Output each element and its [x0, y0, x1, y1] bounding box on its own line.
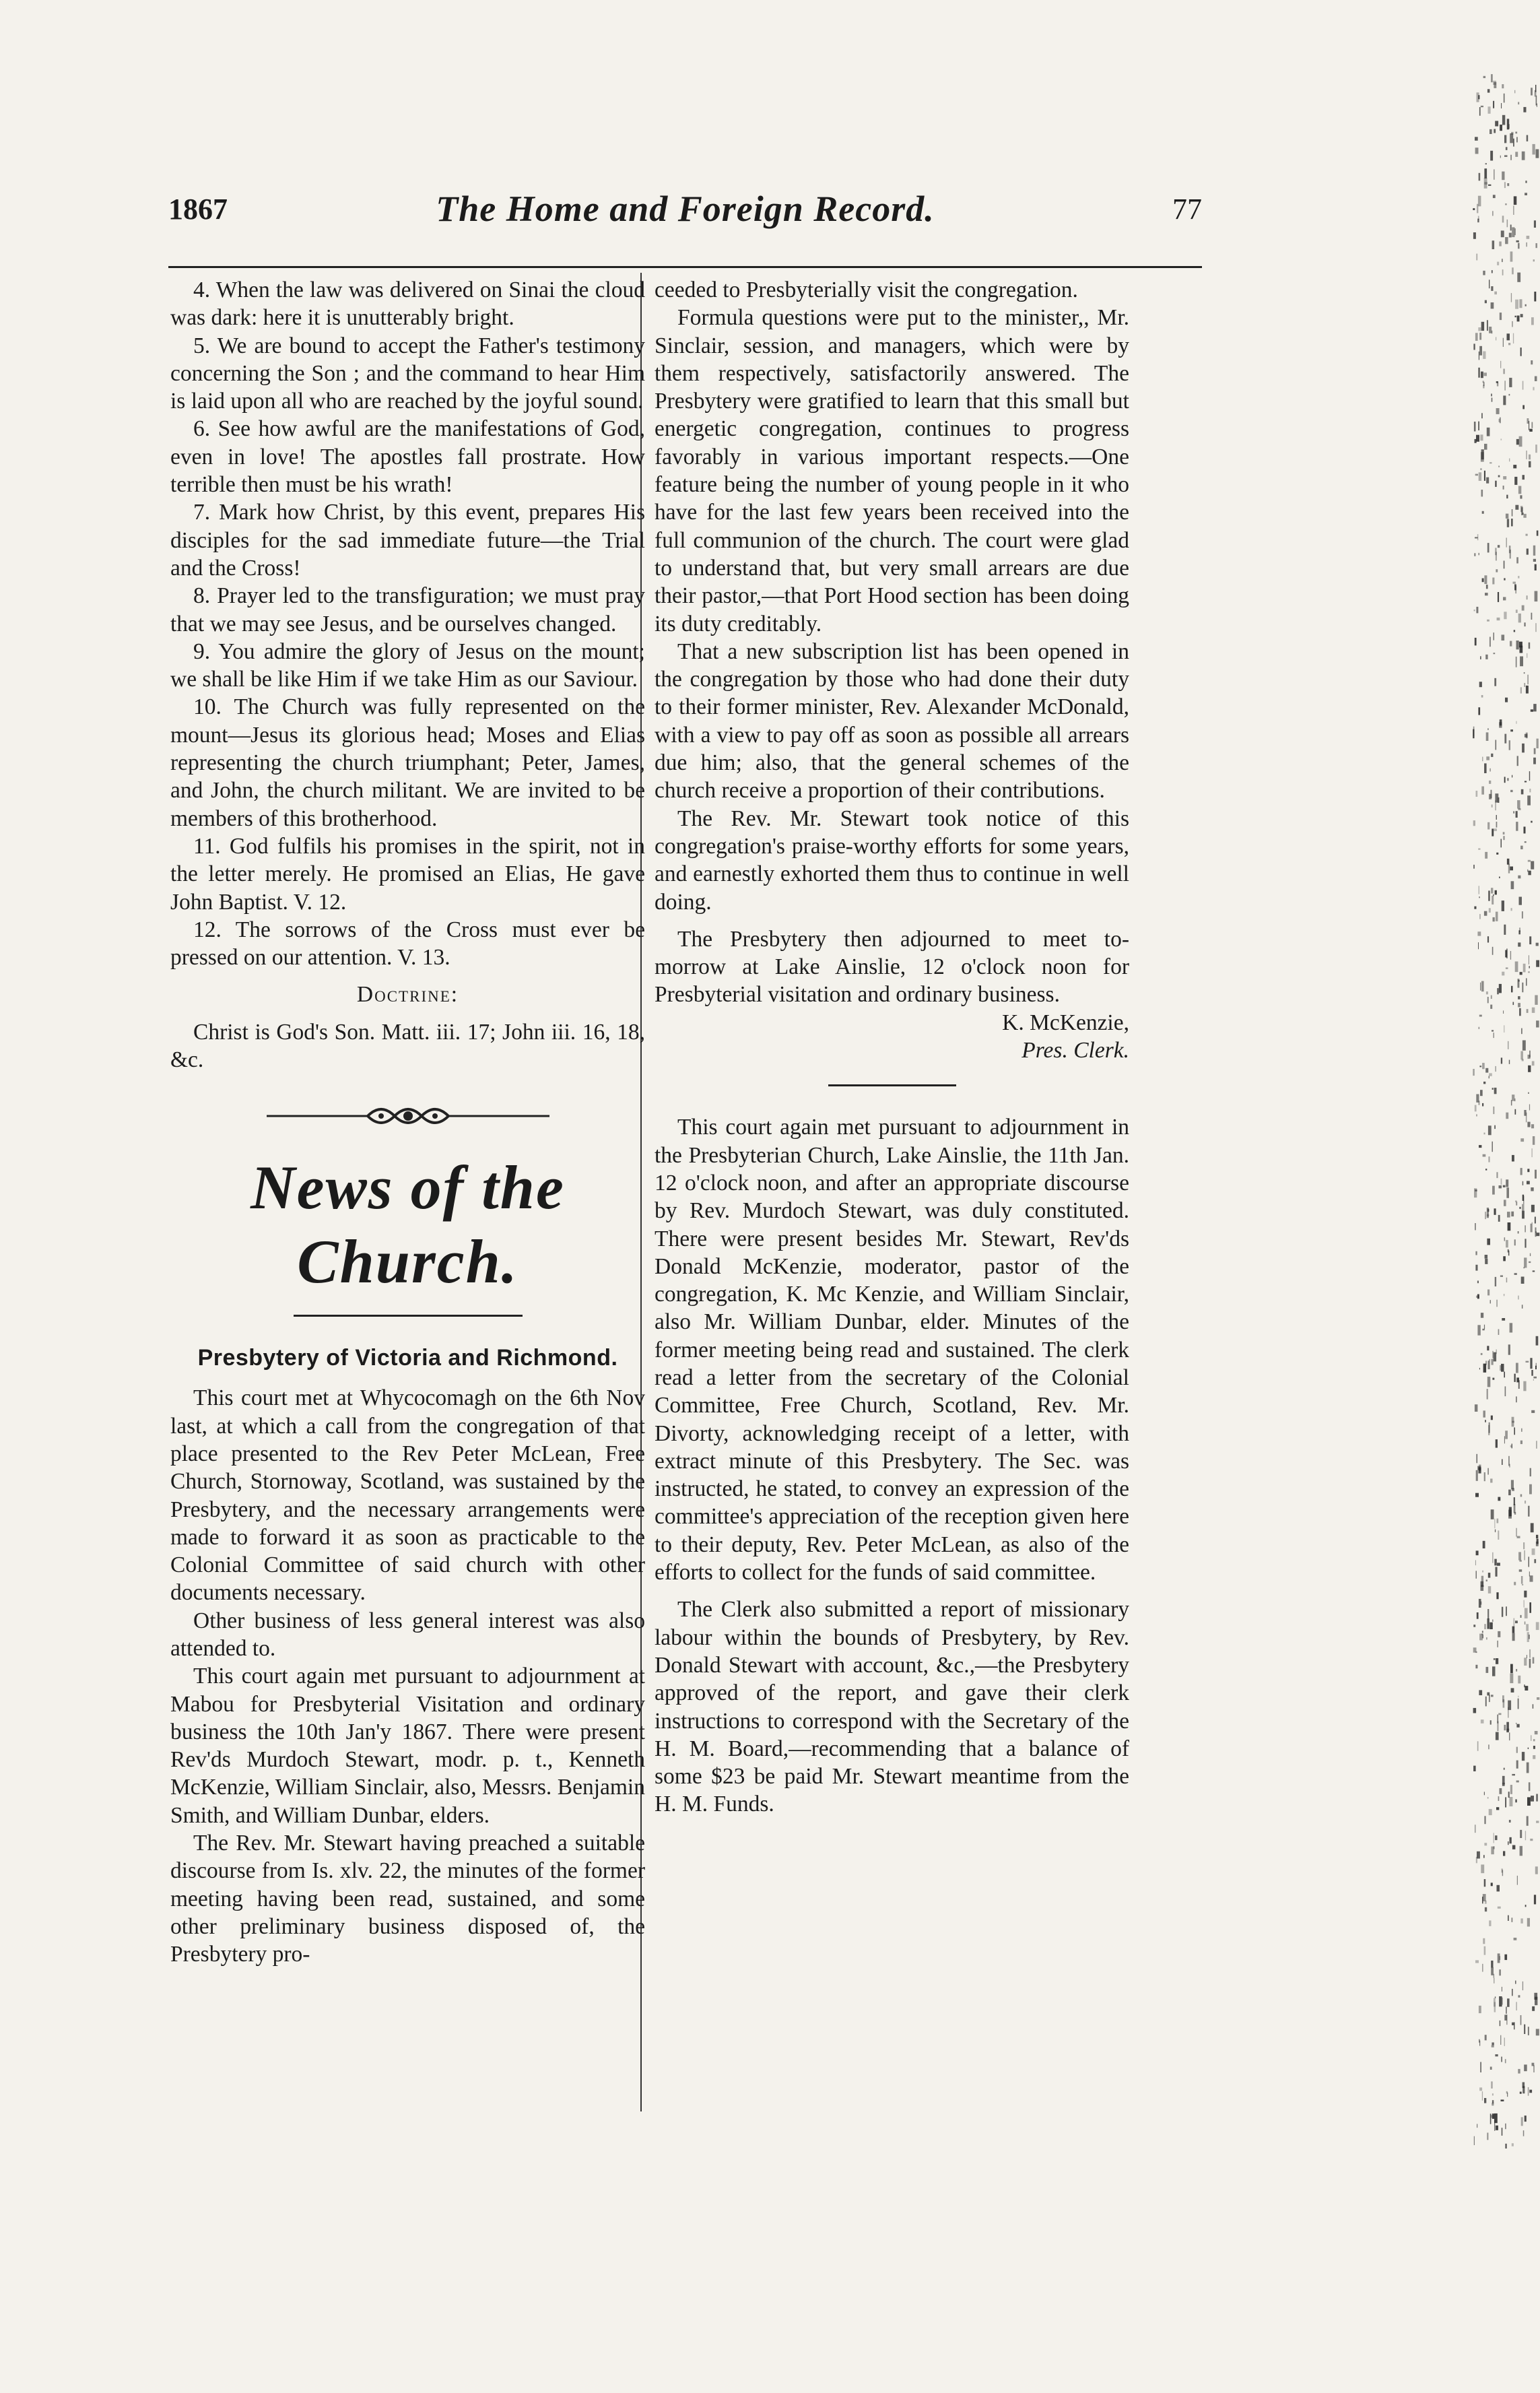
list-item: 11. God fulfils his promises in the spirit, not in the letter merely. He promised an Elias, He gave John Baptist. V. 12.: [170, 833, 645, 915]
heading-rule: [294, 1315, 523, 1317]
paragraph: The Presbytery then adjourned to meet to-morrow at Lake Ainslie, 12 o'clock noon for Presbyterial visitation and ordinary business.: [655, 926, 1129, 1008]
running-header: [168, 189, 1202, 246]
paragraph: Other business of less general interest was also attended to.: [170, 1608, 645, 1661]
paragraph: The Rev. Mr. Stewart having preached a suitable discourse from Is. xlv. 22, the minutes of the former meeting having been read, sustained, and some other preliminary business disposed of, the Presbytery pro-: [170, 1831, 645, 1967]
paragraph: That a new subscription list has been opened in the congregation by those who had done their duty to their former minister, Rev. Alexander McDonald, with a view to pay off as soon as possible all arrears due him; also, that the general schemes of the church receive a proportion of their contributions.: [655, 638, 1129, 804]
header-year: 1867: [168, 193, 228, 226]
section-rule: [828, 1084, 956, 1086]
list-item: 8. Prayer led to the transfiguration; we must pray that we may see Jesus, and be ourselves changed.: [170, 583, 645, 636]
list-item: 5. We are bound to accept the Father's testimony concerning the Son ; and the command to hear Him is laid upon all who are reached by the joyful sound.: [170, 333, 645, 414]
doctrine-heading: Doctrine:: [356, 982, 459, 1008]
paragraph: This court met at Whycocomagh on the 6th Nov last, at which a call from the congregation of that place presented to the Rev Peter McLean, Free Church, Stornoway, Scotland, was sustained by the Presbytery, and the necessary arrangements were made to forward it as soon as practicable to the Colonial Committee of said church with other documents necessary.: [170, 1385, 645, 1606]
paragraph: The Clerk also submitted a report of missionary labour within the bounds of Presbytery, by Rev. Donald Stewart with account, &c.,—the Presbytery approved of the report, and gave their clerk instructions to correspond with the Secretary of the H. M. Board,—recommending that a balance of some $23 be paid Mr. Stewart meantime from the H. M. Funds.: [655, 1597, 1129, 1817]
list-item: 7. Mark how Christ, by this event, prepares His disciples for the sad immediate future—the Trial and the Cross!: [170, 500, 645, 581]
header-rule: [168, 266, 1202, 268]
page-number: 77: [1172, 193, 1202, 226]
paragraph: The Rev. Mr. Stewart took notice of this congregation's praise-worthy efforts for some years, and earnestly exhorted them thus to continue in well doing.: [655, 806, 1129, 915]
list-item: 9. You admire the glory of Jesus on the mount; we shall be like Him if we take Him as our Saviour.: [170, 638, 645, 692]
header-title: The Home and Foreign Record.: [436, 189, 935, 229]
paragraph: ceeded to Presbyterially visit the congregation.: [655, 277, 1078, 302]
left-column: [170, 276, 645, 1969]
doctrine-text: Christ is God's Son. Matt. iii. 17; John iii. 16, 18, &c.: [170, 1019, 645, 1073]
list-item: 6. See how awful are the manifestations of God, even in love! The apostles fall prostrate. How terrible then must be his wrath!: [170, 416, 645, 498]
ornament-divider: [170, 1092, 645, 1140]
signature-title: Pres. Clerk.: [1022, 1038, 1129, 1063]
signature-name: K. McKenzie,: [1002, 1010, 1129, 1035]
list-item: 4. When the law was delivered on Sinai the cloud was dark: here it is unutterably bright.: [170, 277, 645, 331]
paragraph: This court again met pursuant to adjournment in the Presbyterian Church, Lake Ainslie, the 11th Jan. 12 o'clock noon, and after an appropriate discourse by Rev. Murdoch Stewart, was duly constituted. There were present besides Mr. Stewart, Rev'ds Donald McKenzie, moderator, pastor of the congregation, K. Mc Kenzie, and William Sinclair, also Mr. William Dunbar, elder. Minutes of the former meeting being read and sustained. The clerk read a letter from the secretary of the Colonial Committee, Free Church, Scotland, Rev. Mr. Divorty, acknowledging receipt of a letter, with extract minute of this Presbytery. The Sec. was instructed, he stated, to convey an expression of the committee's appreciation of the reception given here to their deputy, Rev. Peter McLean, as also of the efforts to collect for the funds of said committee.: [655, 1115, 1129, 1585]
ornament-icon: [267, 1099, 549, 1133]
scan-noise: [1459, 74, 1540, 2149]
paragraph: Formula questions were put to the minister,, Mr. Sinclair, session, and managers, which were by them respectively, satisfactorily answered. The Presbytery were gratified to learn that this small but energetic congregation, continues to progress favorably in various important respects.—One feature being the number of young people in it who have for the last few years been received into the full communion of the church. The court were glad to understand that, but very small arrears are due their pastor,—that Port Hood section has been doing its duty creditably.: [655, 305, 1129, 636]
list-item: 10. The Church was fully represented on the mount—Jesus its glorious head; Moses and Elias representing the church triumphant; Peter, James, and John, the church militant. We are invited to be members of this brotherhood.: [170, 694, 645, 831]
article-title: Presbytery of Victoria and Richmond.: [197, 1345, 618, 1371]
section-heading: News of the Church.: [250, 1153, 565, 1297]
paragraph: This court again met pursuant to adjournment at Mabou for Presbyterial Visitation and ordinary business the 10th Jan'y 1867. There were present Rev'ds Murdoch Stewart, modr. p. t., Kenneth McKenzie, William Sinclair, also, Messrs. Benjamin Smith, and William Dunbar, elders.: [170, 1664, 645, 1828]
right-column: [655, 276, 1129, 1818]
list-item: 12. The sorrows of the Cross must ever be pressed on our attention. V. 13.: [170, 917, 645, 971]
